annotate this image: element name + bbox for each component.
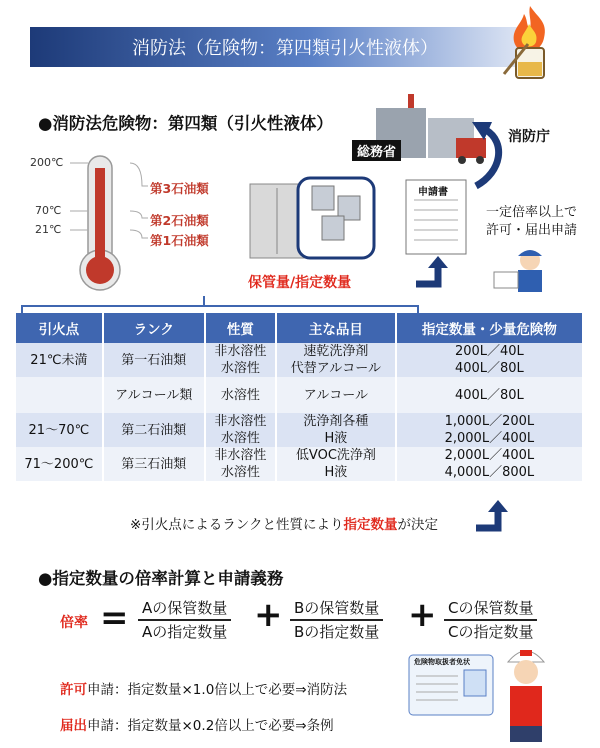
class-1-label: 第1石油類 (150, 233, 209, 248)
note-before: ※引火点によるランクと性質により (130, 517, 344, 533)
qty-cell: 1,000L／200L (396, 413, 583, 430)
burning-beaker-icon (498, 4, 562, 80)
notice-text: 申請：指定数量×0.2倍以上で必要⇒条例 (87, 718, 334, 734)
fraction-b-num: Bの保管数量 (290, 597, 383, 621)
worker-helmet-icon (496, 640, 556, 744)
application-line2: 許可・届出申請 (486, 223, 578, 238)
permit-text: 申請：指定数量×1.0倍以上で必要⇒消防法 (87, 682, 348, 698)
col-header: ランク (103, 313, 205, 343)
qty-cell: 2,000L／400L (396, 447, 583, 464)
table-row (16, 413, 583, 430)
fraction-a-den: Aの指定数量 (142, 623, 228, 641)
class-3-label: 第3石油類 (150, 181, 209, 196)
turn-up-arrow-icon (474, 500, 510, 534)
flash-cell: 71～200℃ (16, 447, 103, 481)
shouboucho-label: 消防庁 (508, 129, 550, 145)
item-cell: 洗浄剤各種 (276, 413, 396, 430)
equals-sign: = (100, 598, 129, 638)
class-2-label: 第2石油類 (150, 213, 209, 228)
nature-cell: 水溶性 (205, 377, 276, 413)
application-note (486, 204, 577, 240)
item-cell: H液 (276, 430, 396, 447)
qty-cell: 4,000L／800L (396, 464, 583, 481)
table-row (16, 447, 583, 464)
fraction-a-num: Aの保管数量 (138, 597, 231, 621)
page-title-banner (30, 27, 540, 67)
item-cell: 代替アルコール (276, 360, 396, 377)
flash-cell: 21～70℃ (16, 413, 103, 447)
soumusho-label: 総務省 (352, 140, 401, 161)
permit-highlight: 許可 (60, 682, 87, 698)
tick-200: 200℃ (30, 156, 64, 169)
col-header: 性質 (205, 313, 276, 343)
fraction-c-num: Cの保管数量 (444, 597, 537, 621)
card-title: 危険物取扱者免状 (414, 658, 470, 666)
fraction-c (444, 597, 537, 642)
col-header: 引火点 (16, 313, 103, 343)
rank-cell: 第二石油類 (103, 413, 205, 447)
rank-cell: 第三石油類 (103, 447, 205, 481)
notice-highlight: 届出 (60, 718, 87, 734)
section2-title: ●指定数量の倍率計算と申請義務 (38, 569, 284, 588)
requirement-notice (60, 714, 334, 734)
plus-sign: + (254, 595, 283, 635)
qty-cell: 400L／80L (396, 377, 583, 413)
qty-cell: 200L／40L (396, 343, 583, 360)
storage-ratio-label: 保管量/指定数量 (248, 275, 352, 291)
table-row (16, 343, 583, 360)
note-highlight: 指定数量 (343, 517, 398, 533)
turn-up-arrow-icon (414, 256, 450, 290)
nature-cell: 非水溶性 (205, 447, 276, 464)
item-cell: 低VOC洗浄剤 (276, 447, 396, 464)
note-after: が決定 (397, 517, 439, 533)
flash-cell: 21℃未満 (16, 343, 103, 377)
rank-cell: 第一石油類 (103, 343, 205, 377)
fraction-a (138, 597, 231, 642)
item-cell: 速乾洗浄剤 (276, 343, 396, 360)
qty-cell: 400L／80L (396, 360, 583, 377)
storage-cabinet-icon (242, 176, 378, 272)
fraction-b (290, 597, 383, 642)
nature-cell: 非水溶性 (205, 343, 276, 360)
fraction-c-den: Cの指定数量 (448, 623, 534, 641)
nature-cell: 水溶性 (205, 430, 276, 447)
section1-title: ●消防法危険物：第四類（引火性液体） (38, 114, 333, 133)
application-line1: 一定倍率以上で (486, 205, 578, 220)
col-header: 主な品目 (276, 313, 396, 343)
table-row (16, 377, 583, 413)
item-cell: H液 (276, 464, 396, 481)
col-header: 指定数量・少量危険物 (396, 313, 583, 343)
rank-cell: アルコール類 (103, 377, 205, 413)
requirement-permit (60, 678, 347, 698)
hazard-table (16, 313, 584, 481)
plus-sign: + (408, 595, 437, 635)
doc-title: 申請書 (418, 187, 448, 198)
qty-cell: 2,000L／400L (396, 430, 583, 447)
nature-cell: 水溶性 (205, 464, 276, 481)
flash-cell (16, 377, 103, 413)
formula-label: 倍率 (60, 615, 88, 631)
nature-cell: 水溶性 (205, 360, 276, 377)
tick-70: 70℃ (35, 204, 62, 217)
item-cell: アルコール (276, 377, 396, 413)
nature-cell: 非水溶性 (205, 413, 276, 430)
tick-21: 21℃ (35, 223, 62, 236)
page-title: 消防法（危険物：第四類引火性液体） (132, 38, 438, 59)
table-note (130, 513, 438, 533)
worker-reading-icon (488, 246, 554, 296)
table-header-row (16, 313, 583, 343)
fraction-b-den: Bの指定数量 (294, 623, 380, 641)
